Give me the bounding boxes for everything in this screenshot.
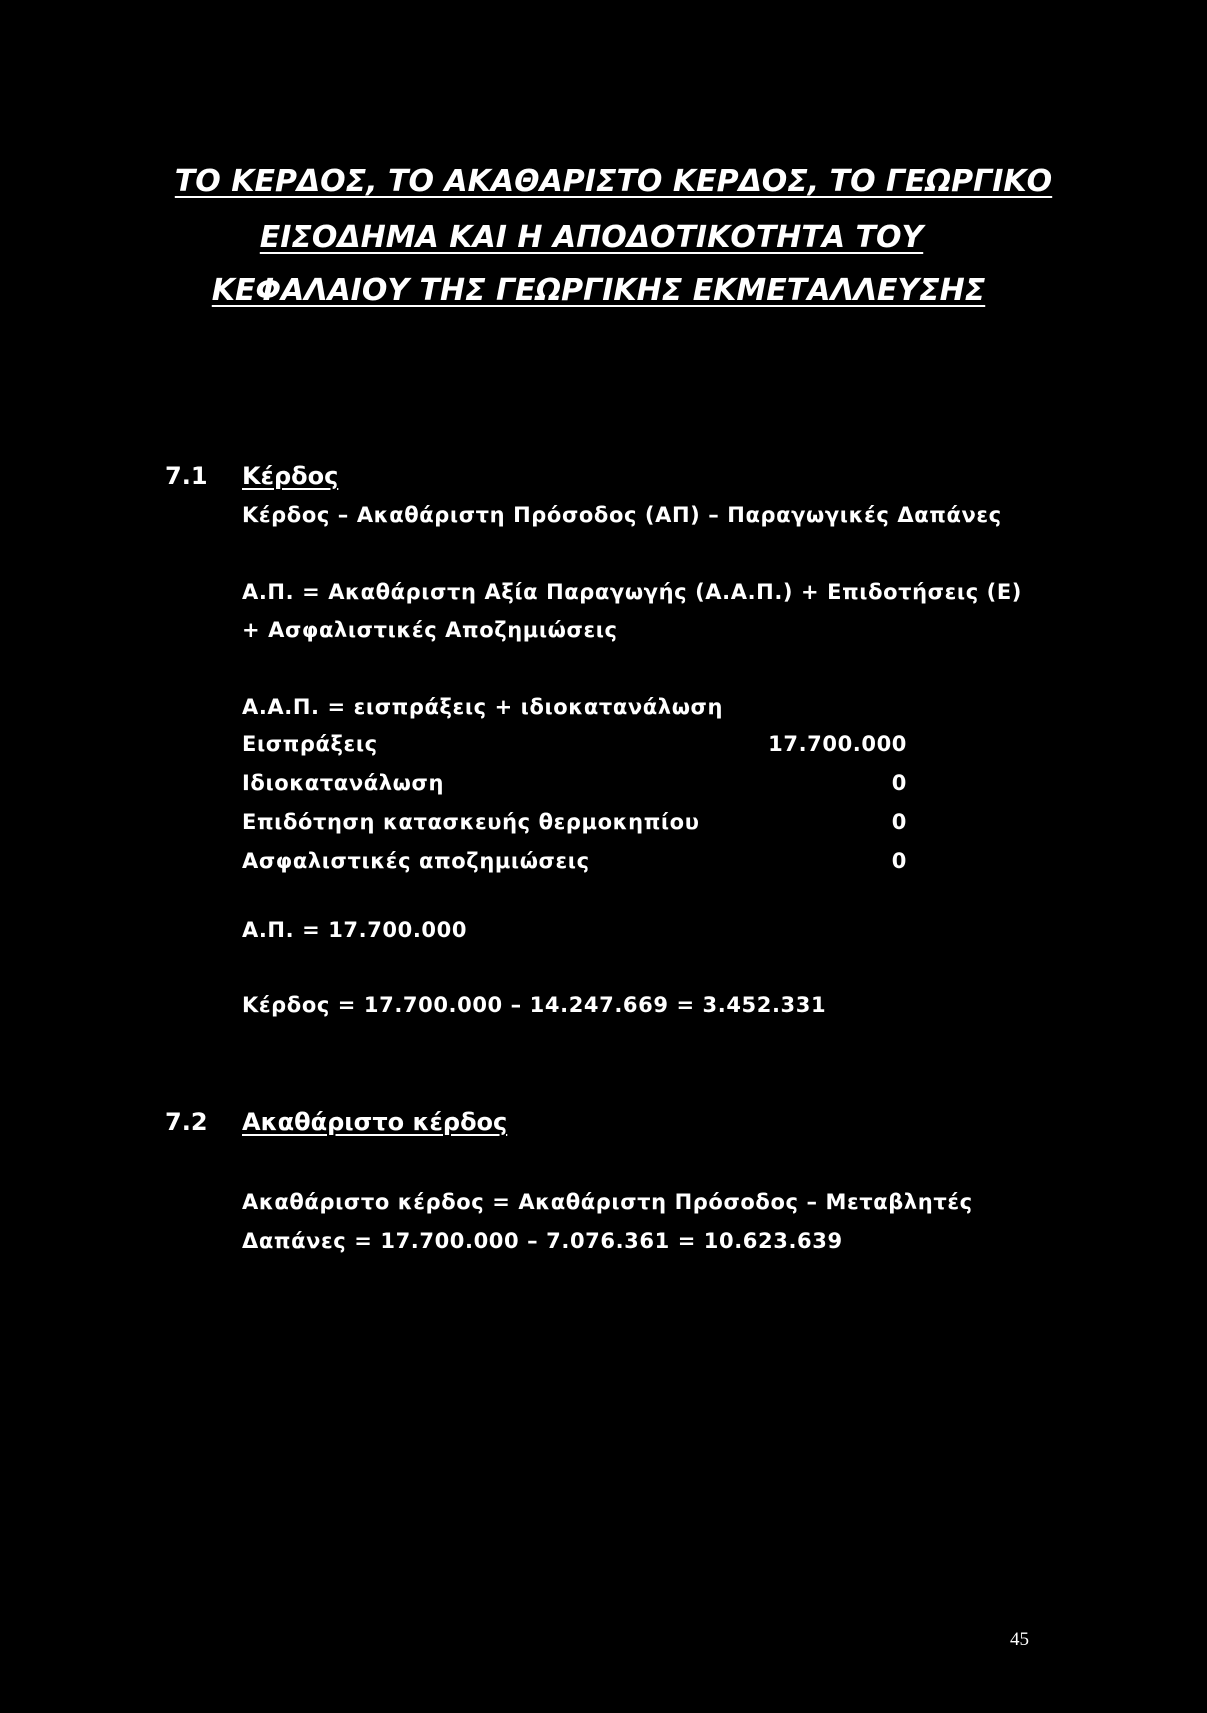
item-label: Ασφαλιστικές αποζημιώσεις	[242, 849, 590, 873]
section-1-number: 7.1	[165, 462, 208, 490]
item-value: 0	[891, 771, 907, 795]
title-line-1: ΤΟ ΚΕΡΔΟΣ, ΤΟ ΑΚΑΘΑΡΙΣΤΟ ΚΕΡΔΟΣ, ΤΟ ΓΕΩΡΓΙΚΟ	[174, 164, 1053, 199]
gross-profit-line-2: Δαπάνες = 17.700.000 – 7.076.361 = 10.623.639	[242, 1229, 843, 1253]
ap-formula-line-1: Α.Π. = Ακαθάριστη Αξία Παραγωγής (Α.Α.Π.) + Επιδοτήσεις (Ε)	[242, 580, 1022, 604]
section-1-heading: Κέρδος	[242, 462, 339, 490]
title-line-2: ΕΙΣΟΔΗΜΑ ΚΑΙ Η ΑΠΟΔΟΤΙΚΟΤΗΤΑ ΤΟΥ	[259, 220, 924, 255]
page-number: 45	[1010, 1629, 1029, 1650]
item-value: 0	[891, 849, 907, 873]
item-value: 17.700.000	[768, 732, 907, 756]
item-label: Επιδότηση κατασκευής θερμοκηπίου	[242, 810, 700, 834]
gross-profit-line-1: Ακαθάριστο κέρδος = Ακαθάριστη Πρόσοδος – Μεταβλητές	[242, 1190, 973, 1214]
title-line-3: ΚΕΦΑΛΑΙΟΥ ΤΗΣ ΓΕΩΡΓΙΚΗΣ ΕΚΜΕΤΑΛΛΕΥΣΗΣ	[211, 273, 986, 308]
item-label: Εισπράξεις	[242, 732, 378, 756]
section-2-number: 7.2	[165, 1108, 208, 1136]
ap-formula-line-2: + Ασφαλιστικές Αποζημιώσεις	[242, 618, 618, 642]
profit-definition: Κέρδος – Ακαθάριστη Πρόσοδος (ΑΠ) – Παραγωγικές Δαπάνες	[242, 503, 1002, 527]
ap-result: Α.Π. = 17.700.000	[242, 918, 468, 942]
aap-formula: Α.Α.Π. = εισπράξεις + ιδιοκατανάλωση	[242, 695, 724, 719]
item-value: 0	[891, 810, 907, 834]
item-label: Ιδιοκατανάλωση	[242, 771, 445, 795]
profit-result: Κέρδος = 17.700.000 – 14.247.669 = 3.452.331	[242, 993, 827, 1017]
section-2-heading: Ακαθάριστο κέρδος	[242, 1108, 508, 1136]
